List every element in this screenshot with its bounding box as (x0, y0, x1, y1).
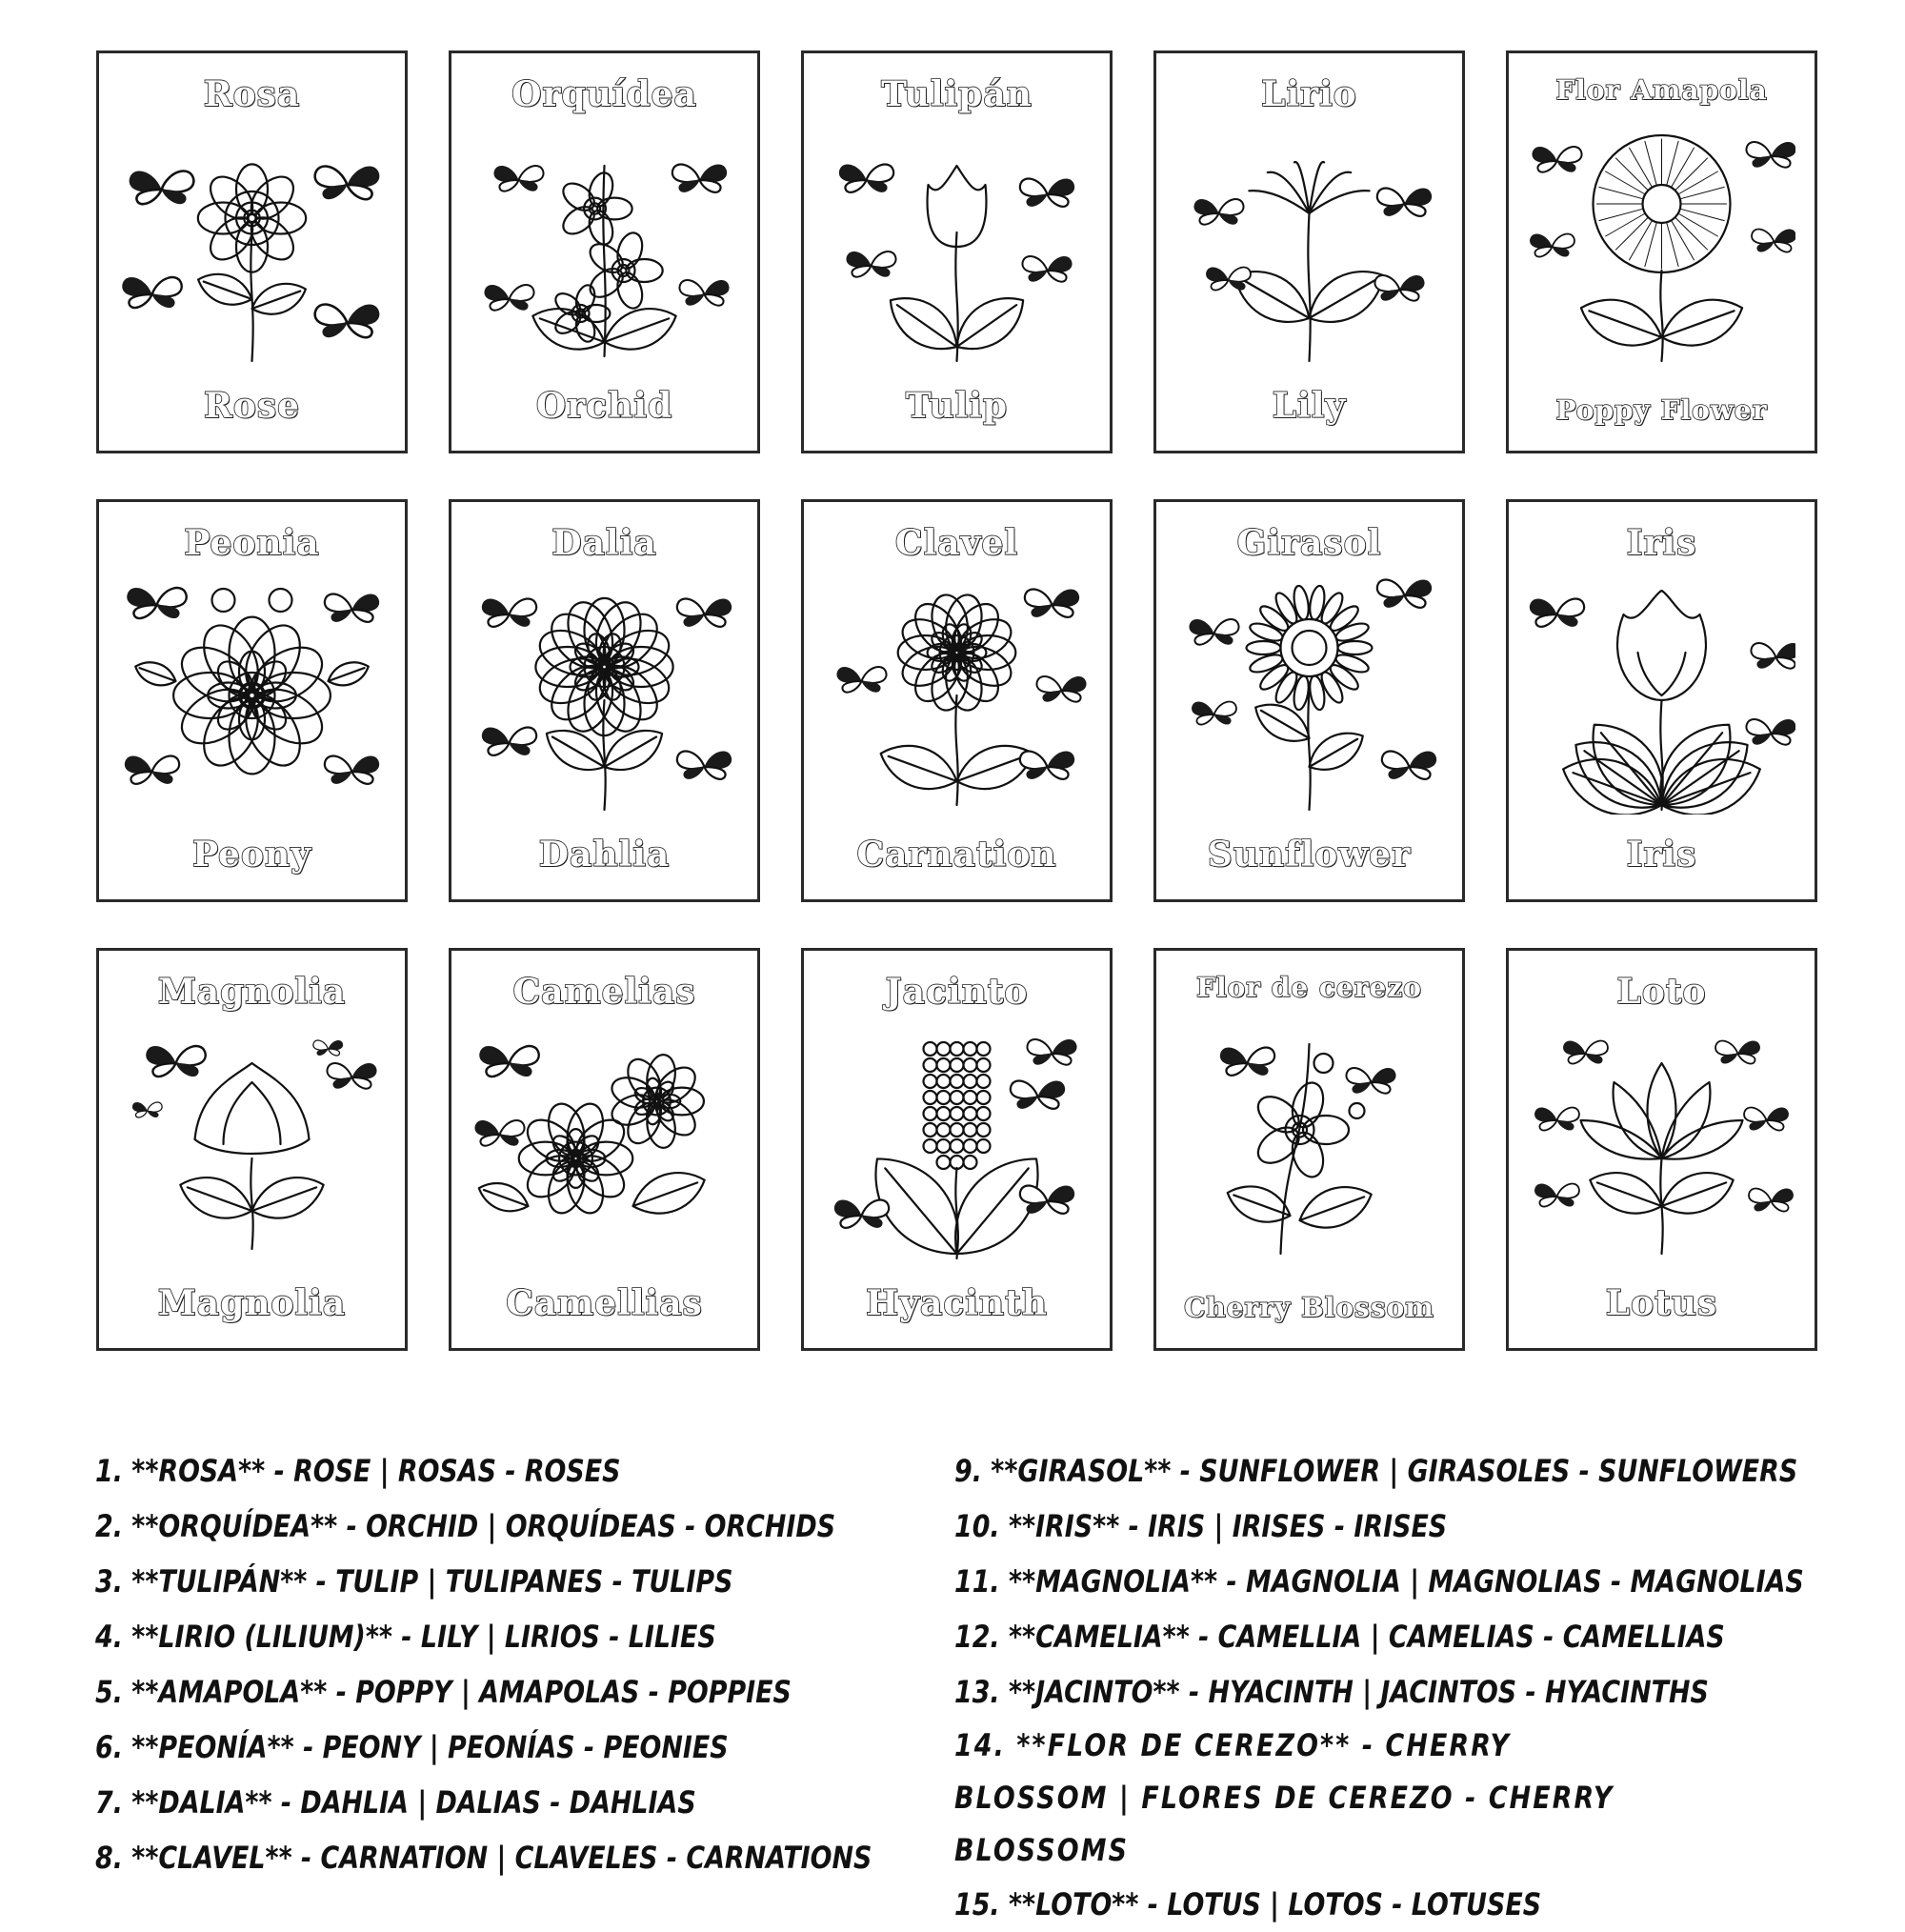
magnolia-drawing-icon (118, 1025, 386, 1263)
card-flor-de-cerezo[interactable] (1153, 948, 1465, 1351)
card-orquidea[interactable] (449, 50, 760, 453)
card-title: Loto (1616, 972, 1707, 1012)
card-title: Tulipán (881, 74, 1033, 114)
card-caption: Lotus (1605, 1283, 1718, 1323)
card-caption: Tulip (905, 386, 1009, 426)
card-girasol[interactable] (1153, 499, 1465, 902)
card-caption: Lily (1272, 386, 1347, 426)
camellia-drawing-icon (471, 1025, 738, 1263)
card-title: Peonia (184, 523, 320, 563)
lily-drawing-icon (1175, 128, 1443, 366)
card-caption: Cherry Blossom (1184, 1292, 1434, 1323)
card-title: Girasol (1236, 523, 1382, 563)
card-title: Dalia (551, 523, 657, 563)
legend-item: 2. **ORQUÍDEA** - ORCHID | ORQUÍDEAS - ORCHIDS (95, 1508, 836, 1544)
legend-item: 4. **LIRIO (LILIUM)** - LILY | LIRIOS - LILIES (95, 1619, 716, 1655)
coloring-pages-grid (96, 50, 1820, 1356)
legend-left-column (95, 1443, 872, 1885)
card-title: Jacinto (885, 972, 1029, 1012)
legend-item: 7. **DALIA** - DAHLIA | DALIAS - DAHLIAS (95, 1784, 696, 1821)
sunflower-drawing-icon (1175, 576, 1443, 815)
carnation-drawing-icon (823, 576, 1091, 815)
card-loto[interactable] (1506, 948, 1817, 1351)
orchid-drawing-icon (471, 128, 738, 366)
card-dalia[interactable] (449, 499, 760, 902)
rose-drawing-icon (118, 128, 386, 366)
legend-item: 10. **IRIS** - IRIS | IRISES - IRISES (954, 1508, 1448, 1544)
lotus-drawing-icon (1528, 1025, 1795, 1263)
card-caption: Rose (203, 386, 301, 426)
poppy-drawing-icon (1528, 128, 1795, 366)
legend-item: 1. **ROSA** - ROSE | ROSAS - ROSES (95, 1453, 621, 1489)
legend-item: 14. **FLOR DE CEREZO** - CHERRY BLOSSOM | FLORES DE CEREZO - CHERRY BLOSSOMS (954, 1727, 1614, 1868)
card-caption: Camellias (506, 1283, 703, 1323)
card-caption: Dahlia (538, 835, 671, 875)
card-caption: Sunflower (1207, 835, 1412, 875)
card-rosa[interactable] (96, 50, 408, 453)
cherry-blossom-drawing-icon (1175, 1025, 1443, 1263)
card-peonia[interactable] (96, 499, 408, 902)
card-caption: Carnation (856, 835, 1057, 875)
legend-item: 15. **LOTO** - LOTUS | LOTOS - LOTUSES (954, 1886, 1542, 1922)
card-title: Flor de cerezo (1196, 972, 1422, 1003)
dahlia-drawing-icon (471, 576, 738, 815)
card-caption: Poppy Flower (1555, 394, 1768, 426)
card-lirio[interactable] (1153, 50, 1465, 453)
hyacinth-drawing-icon (823, 1025, 1091, 1263)
legend-item: 6. **PEONÍA** - PEONY | PEONÍAS - PEONIES (95, 1729, 729, 1765)
card-title: Flor Amapola (1555, 74, 1768, 106)
legend-item: 13. **JACINTO** - HYACINTH | JACINTOS - HYACINTHS (954, 1674, 1709, 1710)
card-caption: Peony (191, 835, 312, 875)
card-title: Camelias (512, 972, 696, 1012)
card-jacinto[interactable] (801, 948, 1113, 1351)
card-tulipan[interactable] (801, 50, 1113, 453)
card-caption: Magnolia (157, 1283, 347, 1323)
tulip-drawing-icon (823, 128, 1091, 366)
legend-item: 8. **CLAVEL** - CARNATION | CLAVELES - CARNATIONS (95, 1840, 872, 1876)
peony-drawing-icon (118, 576, 386, 815)
card-camelias[interactable] (449, 948, 760, 1351)
card-caption: Hyacinth (866, 1283, 1048, 1323)
card-title: Rosa (203, 74, 301, 114)
iris-drawing-icon (1528, 576, 1795, 815)
card-title: Orquídea (511, 74, 697, 114)
card-title: Iris (1626, 523, 1697, 563)
legend-item: 3. **TULIPÁN** - TULIP | TULIPANES - TULIPS (95, 1563, 733, 1600)
card-clavel[interactable] (801, 499, 1113, 902)
card-amapola[interactable] (1506, 50, 1817, 453)
card-iris[interactable] (1506, 499, 1817, 902)
legend-item: 9. **GIRASOL** - SUNFLOWER | GIRASOLES - SUNFLOWERS (954, 1453, 1798, 1489)
legend-right-column (954, 1443, 1804, 1932)
legend-item: 12. **CAMELIA** - CAMELLIA | CAMELIAS - CAMELLIAS (954, 1619, 1725, 1655)
legend-item: 11. **MAGNOLIA** - MAGNOLIA | MAGNOLIAS - MAGNOLIAS (954, 1563, 1804, 1600)
card-magnolia[interactable] (96, 948, 408, 1351)
card-title: Magnolia (157, 972, 347, 1012)
legend-item: 5. **AMAPOLA** - POPPY | AMAPOLAS - POPPIES (95, 1674, 792, 1710)
card-caption: Iris (1626, 835, 1697, 875)
card-caption: Orchid (535, 386, 673, 426)
card-title: Lirio (1261, 74, 1357, 114)
card-title: Clavel (894, 523, 1019, 563)
